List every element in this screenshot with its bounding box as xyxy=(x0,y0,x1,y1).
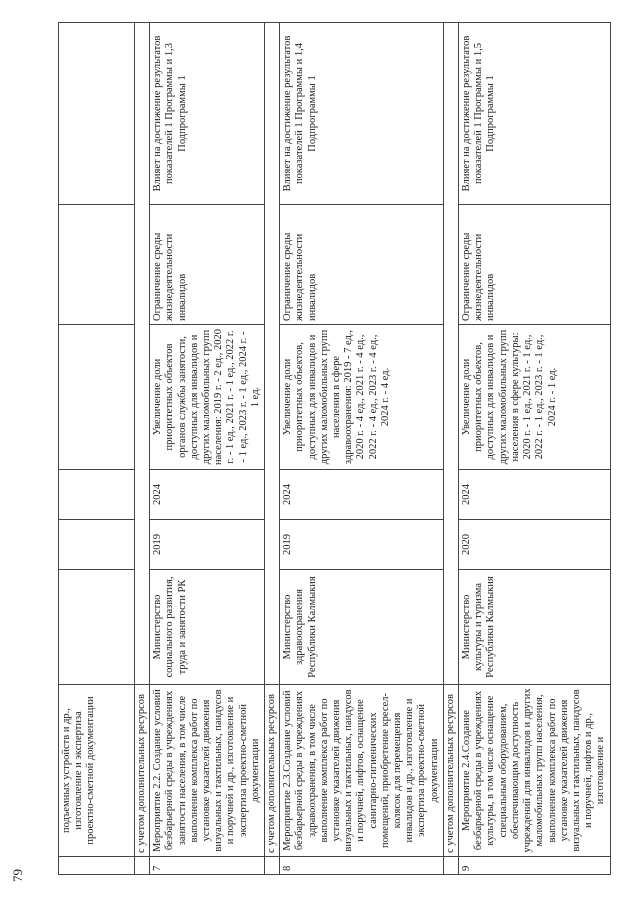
cell-num: 7 xyxy=(150,857,265,875)
cell-num: 8 xyxy=(280,857,444,875)
cell-end: 2024 xyxy=(280,470,444,520)
cell-num xyxy=(265,857,280,875)
span-row xyxy=(265,23,280,875)
span-label: с учетом дополнительных ресурсов xyxy=(135,685,150,857)
table-row xyxy=(459,23,610,875)
cell-consequence xyxy=(59,205,135,325)
cell-consequence: Ограничение среды жизнедеятельности инвалидов xyxy=(280,205,444,325)
table-row xyxy=(150,23,265,875)
cell-consequence: Ограничение среды жизнедеятельности инвалидов xyxy=(459,205,610,325)
cell-start: 2019 xyxy=(280,520,444,570)
span-empty xyxy=(443,23,458,685)
cell-end: 2024 xyxy=(459,470,610,520)
measures-table xyxy=(58,22,611,875)
span-label: с учетом дополнительных ресурсов xyxy=(265,685,280,857)
cell-result: Увеличение доли приоритетных объектов органов службы занятости, доступных для инвалидов и других маломобильных групп населения: 2019 г. - 2 ед., 2020 г. - 1 ед., 2021 г. - 1 ед., 2022 г. - 1 ед., 2023 г. - 1 ед., 2024 г. - 1 ед. xyxy=(150,325,265,470)
cell-start xyxy=(59,520,135,570)
cell-result: Увеличение доли приоритетных объектов, доступных для инвалидов и других маломобильных групп населения в сфере культуры: 2020 г. - 1 ед., 2021 г. - 1 ед., 2022 г. - 1 ед., 2023 г. - 1 ед., 2024 г. - 1 ед. xyxy=(459,325,610,470)
span-label: с учетом дополнительных ресурсов xyxy=(443,685,458,857)
cell-executor: Министерство культуры и туризма Республики Калмыкия xyxy=(459,570,610,685)
cell-consequence: Ограничение среды жизнедеятельности инвалидов xyxy=(150,205,265,325)
cell-start: 2020 xyxy=(459,520,610,570)
cell-num xyxy=(59,857,135,875)
cell-result xyxy=(59,325,135,470)
cell-executor xyxy=(59,570,135,685)
page-number: 79 xyxy=(10,869,25,882)
cell-impact: Влияет на достижение результатов показателей 1 Программы и 1,5 Подпрограммы 1 xyxy=(459,23,610,205)
cell-impact: Влияет на достижение результатов показателей 1 Программы и 1,3 Подпрограммы 1 xyxy=(150,23,265,205)
span-row xyxy=(443,23,458,875)
cell-num xyxy=(135,857,150,875)
span-row xyxy=(135,23,150,875)
cell-impact: Влияет на достижение результатов показателей 1 Программы и 1,4 Подпрограммы 1 xyxy=(280,23,444,205)
table-row-continuation xyxy=(59,23,135,875)
cell-num xyxy=(443,857,458,875)
cell-measure: подъемных устройств и др., изготовление и экспертиза проектно-сметной документации xyxy=(59,685,135,857)
span-empty xyxy=(265,23,280,685)
table-row xyxy=(280,23,444,875)
cell-executor: Министерство социального развития, труда и занятости РК xyxy=(150,570,265,685)
cell-end xyxy=(59,470,135,520)
cell-measure: Мероприятие 2.3.Создание условий безбарьерной среды в учреждениях здравоохранения, в том числе выполнение комплекса работ по установке указателей движения визуальных и тактильных, пандусов и поручней, лифтов, оснащение санитарно-гигиенических помещений, приобретение кресел-колясок для перемещения инвалидов и др., изготовление и экспертиза проектно-сметной документации xyxy=(280,685,444,857)
cell-executor: Министерство здравоохранения Республики Калмыкия xyxy=(280,570,444,685)
cell-measure: Мероприятие 2.4.Создание безбарьерной среды в учреждениях культуры, в том числе оснащение специальным оборудованием, обеспечивающим доступность учреждений для инвалидов и других маломобильных групп населения, выполнение комплекса работ по установке указателей движения визуальных и тактильных, пандусов и поручней, лифтов и др., изготовление и xyxy=(459,685,610,857)
cell-end: 2024 xyxy=(150,470,265,520)
cell-impact xyxy=(59,23,135,205)
cell-start: 2019 xyxy=(150,520,265,570)
cell-num: 9 xyxy=(459,857,610,875)
cell-result: Увеличение доли приоритетных объектов, доступных для инвалидов и других маломобильных групп населения в сфере здравоохранения: 2019 - 7 ед., 2020 г. - 4 ед., 2021 г. - 4 ед., 2022 г. - 4 ед., 2023 г. - 4 ед., 2024 г. - 4 ед. xyxy=(280,325,444,470)
span-empty xyxy=(135,23,150,685)
cell-measure: Мероприятие 2.2. Создание условий безбарьерной среды в учреждениях занятости населения, в том числе выполнение комплекса работ по установке указателей движения визуальных и тактильных, пандусов и поручней и др., изготовление и экспертиза проектно-сметной документации xyxy=(150,685,265,857)
